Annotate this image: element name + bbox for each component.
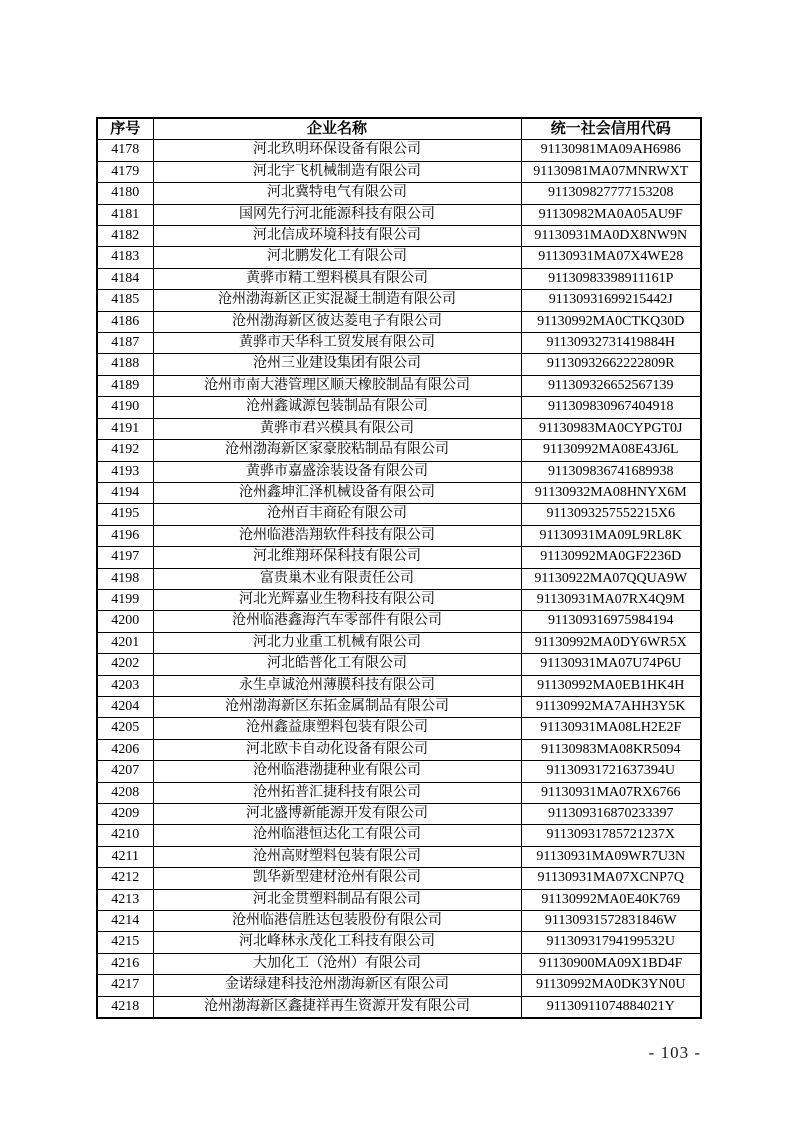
cell-credit-code: 91130931MA07X4WE28	[521, 247, 701, 268]
cell-company-name: 河北皓普化工有限公司	[153, 654, 521, 675]
cell-company-name: 沧州鑫诚源包装制品有限公司	[153, 397, 521, 418]
table-row	[97, 226, 701, 247]
cell-company-name: 沧州拓普汇捷科技有限公司	[153, 782, 521, 803]
table-row	[97, 932, 701, 953]
table-row	[97, 953, 701, 974]
cell-credit-code: 91130982MA0A05AU9F	[521, 204, 701, 225]
header-company-name: 企业名称	[153, 118, 521, 140]
cell-company-name: 河北冀特电气有限公司	[153, 183, 521, 204]
table-row	[97, 782, 701, 803]
table-row	[97, 675, 701, 696]
cell-company-name: 黄骅市精工塑料模具有限公司	[153, 268, 521, 289]
table-row	[97, 696, 701, 717]
cell-credit-code: 91130931MA07RX4Q9M	[521, 589, 701, 610]
cell-serial-number: 4211	[97, 846, 153, 867]
header-credit-code: 统一社会信用代码	[521, 118, 701, 140]
cell-company-name: 沧州渤海新区鑫捷祥再生资源开发有限公司	[153, 996, 521, 1018]
cell-company-name: 河北欧卡自动化设备有限公司	[153, 739, 521, 760]
cell-serial-number: 4196	[97, 525, 153, 546]
cell-company-name: 河北金贯塑料制品有限公司	[153, 889, 521, 910]
cell-serial-number: 4204	[97, 696, 153, 717]
cell-serial-number: 4202	[97, 654, 153, 675]
table-header-row	[97, 118, 701, 140]
cell-company-name: 沧州鑫坤汇泽机械设备有限公司	[153, 482, 521, 503]
table-row	[97, 761, 701, 782]
table-row	[97, 804, 701, 825]
cell-company-name: 河北信成环境科技有限公司	[153, 226, 521, 247]
cell-credit-code: 91130900MA09X1BD4F	[521, 953, 701, 974]
table-row	[97, 911, 701, 932]
cell-credit-code: 91130931699215442J	[521, 290, 701, 311]
table-row	[97, 482, 701, 503]
cell-credit-code: 91130992MA0GF2236D	[521, 547, 701, 568]
table-row	[97, 397, 701, 418]
cell-credit-code: 91130931MA07U74P6U	[521, 654, 701, 675]
cell-company-name: 河北光辉嘉业生物科技有限公司	[153, 589, 521, 610]
cell-company-name: 沧州临港恒达化工有限公司	[153, 825, 521, 846]
table-row	[97, 547, 701, 568]
cell-company-name: 河北力业重工机械有限公司	[153, 632, 521, 653]
cell-company-name: 沧州市南大港管理区顺天橡胶制品有限公司	[153, 375, 521, 396]
cell-credit-code: 91130932731419884H	[521, 333, 701, 354]
table-body	[97, 140, 701, 1018]
cell-credit-code: 91130931MA0DX8NW9N	[521, 226, 701, 247]
cell-company-name: 沧州临港鑫海汽车零部件有限公司	[153, 611, 521, 632]
company-table	[96, 117, 702, 1019]
cell-serial-number: 4217	[97, 975, 153, 996]
cell-credit-code: 911309830967404918	[521, 397, 701, 418]
cell-company-name: 沧州渤海新区正实混凝土制造有限公司	[153, 290, 521, 311]
table-row	[97, 204, 701, 225]
cell-serial-number: 4189	[97, 375, 153, 396]
cell-credit-code: 91130992MA0DY6WR5X	[521, 632, 701, 653]
cell-serial-number: 4183	[97, 247, 153, 268]
cell-serial-number: 4199	[97, 589, 153, 610]
cell-serial-number: 4193	[97, 461, 153, 482]
table-row	[97, 589, 701, 610]
cell-credit-code: 91130992MA0DK3YN0U	[521, 975, 701, 996]
cell-serial-number: 4180	[97, 183, 153, 204]
cell-serial-number: 4198	[97, 568, 153, 589]
cell-credit-code: 91130932662222809R	[521, 354, 701, 375]
cell-serial-number: 4208	[97, 782, 153, 803]
cell-serial-number: 4205	[97, 718, 153, 739]
table-row	[97, 568, 701, 589]
cell-credit-code: 91130983MA0CYPGT0J	[521, 418, 701, 439]
table-row	[97, 739, 701, 760]
cell-serial-number: 4194	[97, 482, 153, 503]
table-row	[97, 654, 701, 675]
cell-company-name: 富贵巢木业有限责任公司	[153, 568, 521, 589]
cell-serial-number: 4192	[97, 440, 153, 461]
cell-credit-code: 91130992MA7AHH3Y5K	[521, 696, 701, 717]
table-row	[97, 504, 701, 525]
cell-credit-code: 911309316870233397	[521, 804, 701, 825]
cell-serial-number: 4186	[97, 311, 153, 332]
table-row	[97, 311, 701, 332]
table-row	[97, 525, 701, 546]
cell-company-name: 黄骅市君兴模具有限公司	[153, 418, 521, 439]
cell-serial-number: 4203	[97, 675, 153, 696]
table-row	[97, 975, 701, 996]
cell-serial-number: 4182	[97, 226, 153, 247]
cell-credit-code: 91130992MA0EB1HK4H	[521, 675, 701, 696]
cell-serial-number: 4215	[97, 932, 153, 953]
table-row	[97, 375, 701, 396]
cell-company-name: 金诺绿建科技沧州渤海新区有限公司	[153, 975, 521, 996]
cell-company-name: 沧州临港浩翔软件科技有限公司	[153, 525, 521, 546]
cell-credit-code: 91130931785721237X	[521, 825, 701, 846]
cell-company-name: 沧州临港渤捷种业有限公司	[153, 761, 521, 782]
cell-credit-code: 91130981MA07MNRWXT	[521, 161, 701, 182]
cell-company-name: 沧州渤海新区彼达菱电子有限公司	[153, 311, 521, 332]
cell-credit-code: 91130911074884021Y	[521, 996, 701, 1018]
table-row	[97, 418, 701, 439]
cell-company-name: 河北盛博新能源开发有限公司	[153, 804, 521, 825]
cell-serial-number: 4210	[97, 825, 153, 846]
cell-company-name: 黄骅市嘉盛涂装设备有限公司	[153, 461, 521, 482]
table-row	[97, 440, 701, 461]
cell-serial-number: 4209	[97, 804, 153, 825]
cell-serial-number: 4195	[97, 504, 153, 525]
cell-credit-code: 91130931MA07RX6766	[521, 782, 701, 803]
cell-company-name: 沧州鑫益康塑料包装有限公司	[153, 718, 521, 739]
table-row	[97, 161, 701, 182]
cell-credit-code: 91130931MA09L9RL8K	[521, 525, 701, 546]
cell-company-name: 黄骅市天华科工贸发展有限公司	[153, 333, 521, 354]
cell-credit-code: 911309836741689938	[521, 461, 701, 482]
table-row	[97, 290, 701, 311]
cell-credit-code: 91130992MA08E43J6L	[521, 440, 701, 461]
table-row	[97, 461, 701, 482]
cell-serial-number: 4187	[97, 333, 153, 354]
table-row	[97, 632, 701, 653]
cell-company-name: 凯华新型建材沧州有限公司	[153, 868, 521, 889]
table-row	[97, 889, 701, 910]
cell-credit-code: 9113093257552215X6	[521, 504, 701, 525]
cell-company-name: 沧州渤海新区家豪胶粘制品有限公司	[153, 440, 521, 461]
cell-serial-number: 4201	[97, 632, 153, 653]
cell-credit-code: 911309827777153208	[521, 183, 701, 204]
cell-serial-number: 4213	[97, 889, 153, 910]
cell-credit-code: 91130931MA08LH2E2F	[521, 718, 701, 739]
cell-credit-code: 91130992MA0E40K769	[521, 889, 701, 910]
table-row	[97, 611, 701, 632]
table-row	[97, 247, 701, 268]
table-row	[97, 868, 701, 889]
cell-company-name: 沧州渤海新区东拓金属制品有限公司	[153, 696, 521, 717]
cell-company-name: 沧州临港信胜达包装股份有限公司	[153, 911, 521, 932]
table-row	[97, 825, 701, 846]
table-row	[97, 354, 701, 375]
cell-credit-code: 911309326652567139	[521, 375, 701, 396]
cell-credit-code: 91130931572831846W	[521, 911, 701, 932]
cell-company-name: 河北维翔环保科技有限公司	[153, 547, 521, 568]
page-number: - 103 -	[648, 1043, 701, 1062]
cell-company-name: 沧州三业建设集团有限公司	[153, 354, 521, 375]
cell-serial-number: 4214	[97, 911, 153, 932]
cell-credit-code: 91130922MA07QQUA9W	[521, 568, 701, 589]
cell-serial-number: 4190	[97, 397, 153, 418]
cell-serial-number: 4178	[97, 140, 153, 161]
table-row	[97, 718, 701, 739]
cell-credit-code: 91130983398911161P	[521, 268, 701, 289]
cell-serial-number: 4179	[97, 161, 153, 182]
cell-company-name: 沧州百丰商砼有限公司	[153, 504, 521, 525]
cell-company-name: 国网先行河北能源科技有限公司	[153, 204, 521, 225]
cell-serial-number: 4191	[97, 418, 153, 439]
table-row	[97, 996, 701, 1018]
header-serial-number: 序号	[97, 118, 153, 140]
cell-company-name: 永生卓诚沧州薄膜科技有限公司	[153, 675, 521, 696]
cell-serial-number: 4184	[97, 268, 153, 289]
cell-serial-number: 4188	[97, 354, 153, 375]
table-row	[97, 268, 701, 289]
cell-company-name: 河北鹏发化工有限公司	[153, 247, 521, 268]
cell-serial-number: 4197	[97, 547, 153, 568]
cell-serial-number: 4207	[97, 761, 153, 782]
cell-company-name: 河北玖明环保设备有限公司	[153, 140, 521, 161]
table-row	[97, 846, 701, 867]
cell-company-name: 大加化工（沧州）有限公司	[153, 953, 521, 974]
cell-serial-number: 4212	[97, 868, 153, 889]
cell-serial-number: 4185	[97, 290, 153, 311]
table-row	[97, 333, 701, 354]
cell-credit-code: 91130983MA08KR5094	[521, 739, 701, 760]
cell-credit-code: 91130932MA08HNYX6M	[521, 482, 701, 503]
cell-serial-number: 4200	[97, 611, 153, 632]
cell-credit-code: 91130931MA07XCNP7Q	[521, 868, 701, 889]
cell-serial-number: 4216	[97, 953, 153, 974]
cell-credit-code: 91130992MA0CTKQ30D	[521, 311, 701, 332]
cell-credit-code: 91130981MA09AH6986	[521, 140, 701, 161]
cell-company-name: 沧州高财塑料包装有限公司	[153, 846, 521, 867]
cell-serial-number: 4218	[97, 996, 153, 1018]
cell-company-name: 河北宇飞机械制造有限公司	[153, 161, 521, 182]
table-row	[97, 140, 701, 161]
cell-credit-code: 91130931794199532U	[521, 932, 701, 953]
cell-company-name: 河北峰林永茂化工科技有限公司	[153, 932, 521, 953]
table-row	[97, 183, 701, 204]
cell-serial-number: 4181	[97, 204, 153, 225]
cell-credit-code: 91130931721637394U	[521, 761, 701, 782]
cell-credit-code: 911309316975984194	[521, 611, 701, 632]
cell-credit-code: 91130931MA09WR7U3N	[521, 846, 701, 867]
cell-serial-number: 4206	[97, 739, 153, 760]
